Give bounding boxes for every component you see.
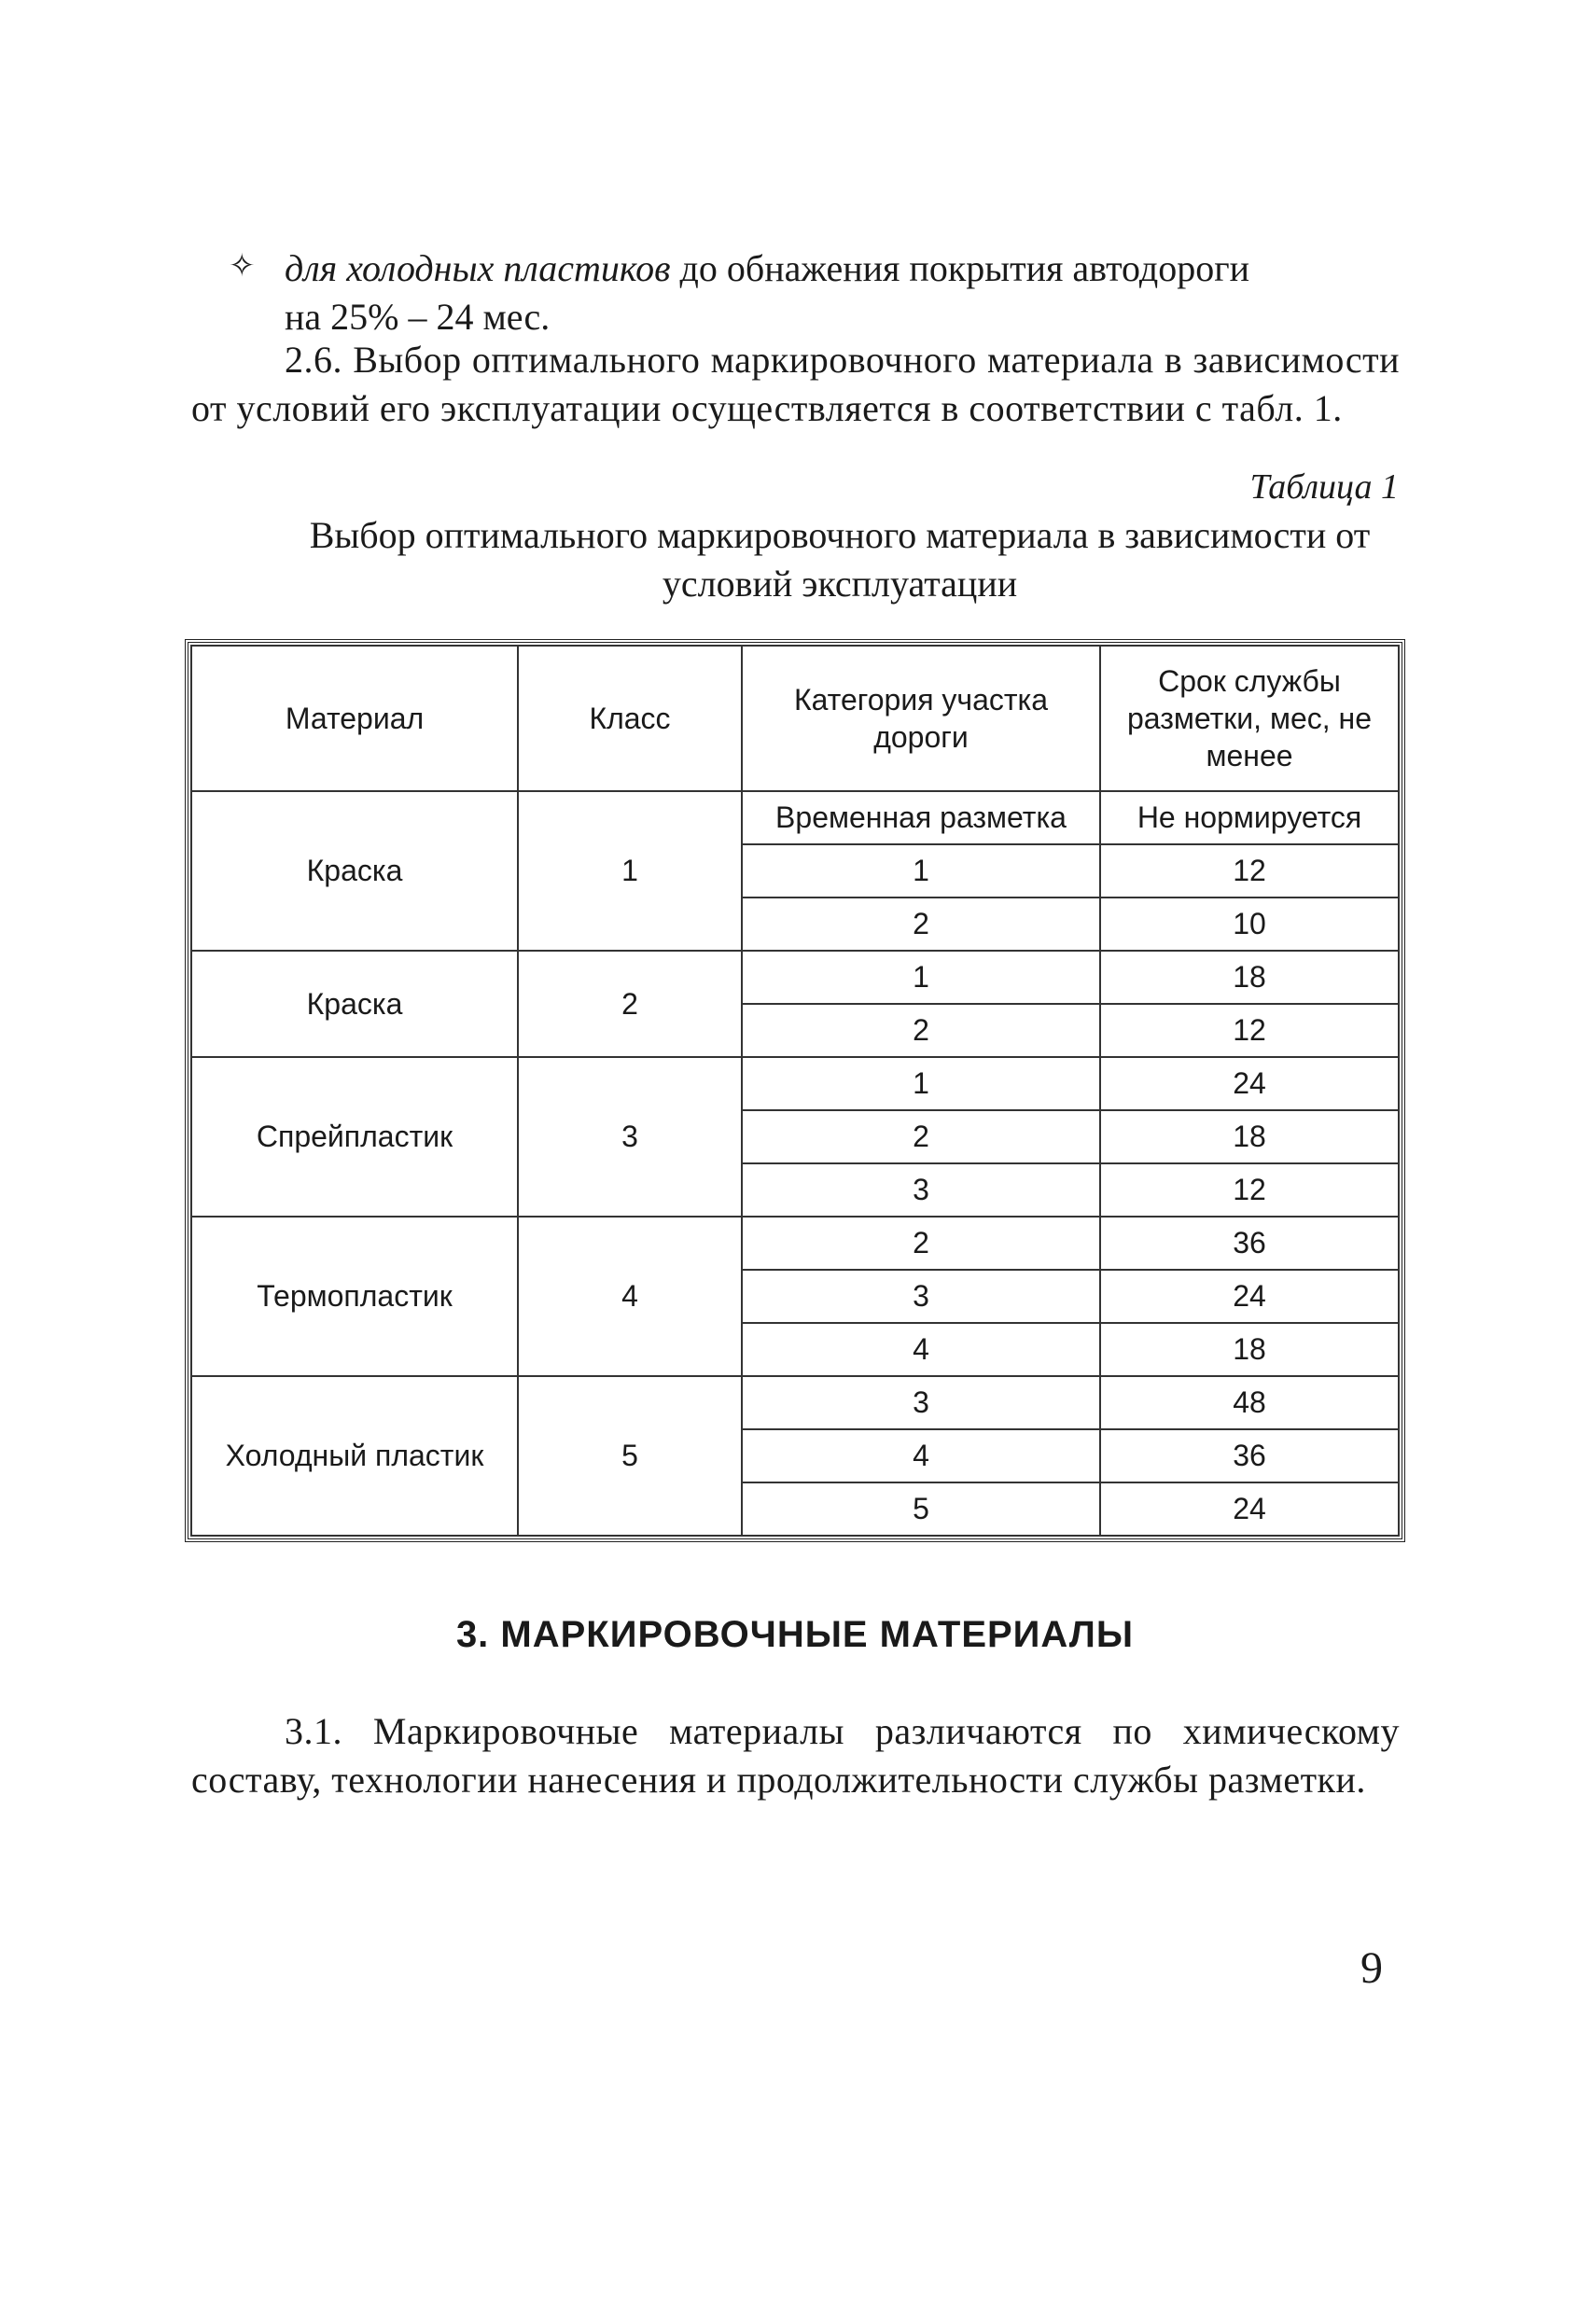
cell-road-category: 4 (742, 1323, 1100, 1376)
cell-service-life: 36 (1100, 1429, 1399, 1482)
cell-service-life: 10 (1100, 898, 1399, 951)
page-number: 9 (1360, 1943, 1383, 1993)
paragraph-2-6: 2.6. Выбор оптимального маркировочного материала в зависимости от условий его эксплуатации осуществляется в соответствии с табл. 1. (191, 339, 1400, 429)
cell-road-category: Временная разметка (742, 791, 1100, 844)
cell-class: 1 (518, 791, 742, 951)
cell-class: 5 (518, 1376, 742, 1536)
cell-road-category: 2 (742, 1110, 1100, 1163)
cell-material: Спрейпластик (191, 1057, 518, 1217)
marking-materials-table (190, 645, 1400, 1537)
cell-road-category: 2 (742, 1217, 1100, 1270)
table-header-row (191, 646, 1399, 791)
cell-class: 3 (518, 1057, 742, 1217)
cell-service-life: Не нормируется (1100, 791, 1399, 844)
cell-road-category: 5 (742, 1482, 1100, 1536)
cell-road-category: 1 (742, 951, 1100, 1004)
diamond-outline-icon: ✧ (229, 249, 256, 284)
bullet-rest-text: до обнажения покрытия автодороги (670, 247, 1250, 289)
cell-class: 2 (518, 951, 742, 1057)
cell-road-category: 2 (742, 1004, 1100, 1057)
bullet-item-cold-plastics (285, 244, 1404, 293)
paragraph-3-1: 3.1. Маркировочные материалы различаются по химическому составу, технологии нанесения и продолжительности службы разметки. (191, 1710, 1400, 1801)
bullet-italic-text: для холодных пластиков (285, 247, 671, 289)
cell-road-category: 1 (742, 844, 1100, 898)
cell-service-life: 18 (1100, 1110, 1399, 1163)
cell-material: Краска (191, 791, 518, 951)
cell-material: Термопластик (191, 1217, 518, 1376)
bullet-continuation: на 25% – 24 мес. (285, 296, 551, 338)
cell-service-life: 18 (1100, 951, 1399, 1004)
cell-service-life: 36 (1100, 1217, 1399, 1270)
table-row (191, 951, 1399, 1004)
cell-service-life: 48 (1100, 1376, 1399, 1429)
cell-class: 4 (518, 1217, 742, 1376)
cell-service-life: 18 (1100, 1323, 1399, 1376)
header-class: Класс (518, 646, 742, 791)
cell-road-category: 2 (742, 898, 1100, 951)
cell-service-life: 24 (1100, 1057, 1399, 1110)
cell-road-category: 4 (742, 1429, 1100, 1482)
cell-material: Холодный пластик (191, 1376, 518, 1536)
table-row (191, 791, 1399, 844)
cell-material: Краска (191, 951, 518, 1057)
cell-service-life: 12 (1100, 1163, 1399, 1217)
header-material: Материал (191, 646, 518, 791)
header-road-category: Категория участка дороги (742, 646, 1100, 791)
cell-service-life: 12 (1100, 1004, 1399, 1057)
table-body (191, 791, 1399, 1536)
cell-road-category: 3 (742, 1270, 1100, 1323)
table-frame (185, 639, 1405, 1542)
cell-road-category: 3 (742, 1376, 1100, 1429)
table-row (191, 1217, 1399, 1270)
table-caption: Выбор оптимального маркировочного материала в зависимости от условий эксплуатации (309, 514, 1371, 605)
table-row (191, 1376, 1399, 1429)
cell-service-life: 24 (1100, 1270, 1399, 1323)
section-title: 3. МАРКИРОВОЧНЫЕ МАТЕРИАЛЫ (455, 1614, 1135, 1655)
cell-road-category: 3 (742, 1163, 1100, 1217)
cell-service-life: 12 (1100, 844, 1399, 898)
table-row (191, 1057, 1399, 1110)
header-service-life: Срок службы разметки, мес, не менее (1100, 646, 1399, 791)
cell-service-life: 24 (1100, 1482, 1399, 1536)
cell-road-category: 1 (742, 1057, 1100, 1110)
table-label: Таблица 1 (1249, 467, 1399, 507)
